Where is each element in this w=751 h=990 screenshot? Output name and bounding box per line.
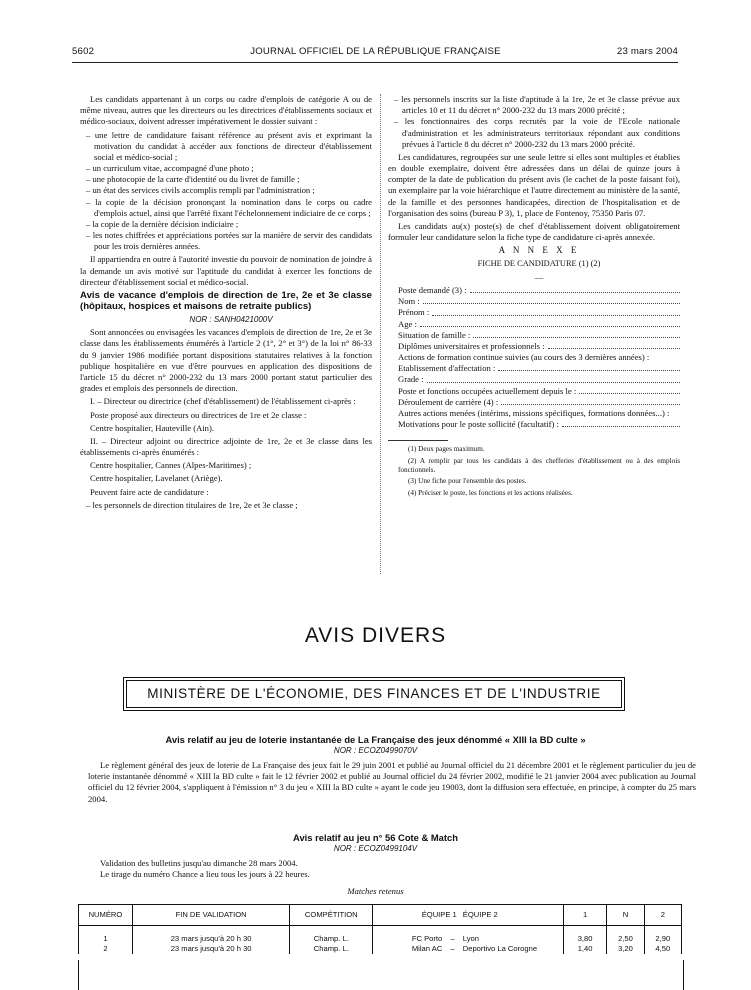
cell-fin: 23 mars jusqu'à 20 h 30 — [132, 926, 289, 945]
footnote: (4) Préciser le poste, les fonctions et les actions réalisées. — [408, 488, 573, 497]
document-list — [80, 130, 372, 253]
table-row — [79, 926, 682, 945]
list-item: – les fonctionnaires des corps recrutés par la voie de l'Ecole nationale d'administration et les administrateurs territoriaux répondant aux conditions prévues à l'article 8 du décret n° 2000-232 du 13 mars 2000 précité. — [388, 116, 680, 150]
cell-competition: Champ. L. — [290, 926, 373, 945]
paragraph: I. – Directeur ou directrice (chef d'établissement) de l'établissement ci-après : — [90, 396, 356, 407]
form-field-age — [388, 319, 680, 330]
form-label: Etablissement d'affectation : — [398, 363, 496, 374]
avis2-line: Le tirage du numéro Chance a lieu tous les jours à 22 heures. — [100, 869, 310, 879]
list-item: – les personnels inscrits sur la liste d'aptitude à la 1re, 2e et 3e classe prévue aux articles 10 et 11 du décret n° 2000-232 du 13 mars 2000 précité ; — [388, 94, 680, 116]
form-field-etablissement — [388, 363, 680, 374]
table-header-row — [79, 905, 682, 926]
dotted-fill — [432, 307, 680, 315]
form-field-poste-actuel — [388, 386, 680, 397]
col-header-1: 1 — [563, 905, 607, 926]
col-header-competition: COMPÉTITION — [290, 905, 373, 926]
dotted-fill — [501, 397, 680, 405]
avis1-title: Avis relatif au jeu de loterie instantanée de La Française des jeux dénommé « XIII la BD culte » — [165, 734, 586, 745]
table-continuation — [78, 960, 684, 990]
cell-fin: 23 mars jusqu'à 20 h 30 — [132, 944, 289, 954]
title-dash: — — [534, 271, 544, 282]
col-header-equipe2: ÉQUIPE 2 — [460, 905, 564, 926]
candidates-list — [80, 500, 372, 511]
form-label: Nom : — [398, 296, 420, 307]
footnote-rule — [388, 440, 448, 441]
avis2-title: Avis relatif au jeu n° 56 Cote & Match — [293, 832, 458, 843]
page-number: 5602 — [72, 46, 95, 57]
form-label: Diplômes universitaires et professionnels : — [398, 340, 545, 351]
nor-reference: NOR : SANH0421000V — [189, 314, 273, 324]
cell-cote-2: 4,50 — [644, 944, 681, 954]
paragraph: II. – Directeur adjoint ou directrice adjointe de 1re, 2e et 3e classe dans les établissements ci-après énumérés : — [80, 435, 372, 458]
dotted-fill — [427, 374, 680, 382]
form-field-grade — [388, 374, 680, 385]
cell-cote-2: 2,90 — [644, 926, 681, 945]
footnote: (2) A remplir par tous les candidats à des chefferies d'établissement ou à des emplois fonctionnels. — [398, 456, 680, 474]
list-item: – la copie de la dernière décision indiciaire ; — [80, 219, 372, 230]
form-field-motivations — [388, 419, 680, 430]
col-header-numero: NUMÉRO — [79, 905, 133, 926]
paragraph: Centre hospitalier, Hauteville (Ain). — [90, 422, 214, 433]
paragraph: Poste proposé aux directeurs ou directrices de 1re et 2e classe : — [90, 409, 307, 420]
avis-divers-heading: AVIS DIVERS — [304, 624, 447, 647]
issue-date: 23 mars 2004 — [616, 46, 678, 57]
form-label: Grade : — [398, 374, 424, 385]
table-caption: Matches retenus — [347, 886, 404, 896]
list-item: – une photocopie de la carte d'identité ou du livret de famille ; — [80, 174, 372, 185]
column-separator — [380, 94, 381, 574]
col-header-equipe1: ÉQUIPE 1 — [373, 905, 460, 926]
form-label: Motivations pour le poste sollicité (facultatif) : — [398, 419, 559, 430]
cell-competition: Champ. L. — [290, 944, 373, 954]
form-field-prenom — [388, 307, 680, 318]
list-item: – les notes chiffrées et appréciations portées sur la manière de servir des candidats pour les trois dernières années. — [80, 230, 372, 252]
section-title: Avis de vacance d'emplois de direction de 1re, 2e et 3e classe (hôpitaux, hospices et maisons de retraite publics) — [80, 289, 372, 313]
list-item: – un curriculum vitae, accompagné d'une photo ; — [80, 163, 372, 174]
cell-numero: 2 — [79, 944, 133, 954]
paragraph: Il appartiendra en outre à l'autorité investie du pouvoir de nomination de joindre à la demande un avis motivé sur l'aptitude du candidat à exercer les fonctions de directeur d'établissement social et médico-social. — [80, 254, 372, 287]
paragraph: Peuvent faire acte de candidature : — [90, 486, 209, 497]
dotted-fill — [420, 319, 680, 327]
cell-separator: – — [450, 944, 455, 953]
avis1-body: Le règlement général des jeux de loterie de La Française des jeux fait le 29 juin 2001 et publié au Journal officiel du 21 décembre 2001 et le règlement particulier du jeu de loterie instantanée dénommé « XIII la BD culte » fait le 12 février 2002 et publié au Journal officiel du 24 février 2002, modifié le 21 janvier 2004 avec publication au Journal officiel du 12 février 2004, s'appliquent à l'émission n° 3 du jeu « XIII la BD culte » ayant le code jeu 19003, dont la diffusion sera effectuée, en principe, à compter du 25 mars 2004. — [88, 760, 696, 804]
col-header-n: N — [607, 905, 644, 926]
form-field-carriere — [388, 397, 680, 408]
cell-equipe2: Deportivo La Corogne — [460, 944, 564, 954]
header-rule — [72, 62, 678, 63]
candidates-list-continued — [388, 94, 680, 150]
form-field-poste — [388, 285, 680, 296]
form-title: FICHE DE CANDIDATURE (1) (2) — [477, 258, 601, 268]
form-label: Prénom : — [398, 307, 430, 318]
cell-cote-n: 2,50 — [607, 926, 644, 945]
left-column — [80, 94, 372, 513]
list-item: – une lettre de candidature faisant référence au présent avis et exprimant la motivation du candidat à accéder aux fonctions de directeur d'établissement social et médico-social ; — [80, 130, 372, 164]
dotted-fill — [473, 330, 680, 338]
list-item: – les personnels de direction titulaires de 1re, 2e et 3e classe ; — [80, 500, 372, 511]
list-item: – la copie de la décision prononçant la nomination dans le corps ou cadre d'emplois actuel, ainsi que l'arrêté fixant l'échelonnement indiciaire de ce corps ; — [80, 197, 372, 219]
form-label: Poste demandé (3) : — [398, 285, 467, 296]
form-field-situation — [388, 330, 680, 341]
dotted-fill — [579, 386, 680, 394]
avis2-line: Validation des bulletins jusqu'au dimanche 28 mars 2004. — [100, 858, 298, 868]
footnote: (3) Une fiche pour l'ensemble des postes. — [408, 477, 527, 486]
form-field-diplomes — [388, 341, 680, 352]
form-label: Déroulement de carrière (4) : — [398, 396, 499, 407]
annexe-title: A N N E X E — [498, 245, 580, 256]
cell-numero: 1 — [79, 926, 133, 945]
avis2-nor: NOR : ECOZ0499104V — [333, 844, 418, 853]
intro-paragraph: Les candidats appartenant à un corps ou cadre d'emplois de catégorie A ou de même niveau, autres que les directeurs ou les directrices d'établissements sociaux et médico-sociaux, doivent adresser impérativement le dossier suivant : — [80, 94, 372, 127]
footnote: (1) Deux pages maximum. — [408, 445, 485, 454]
matches-table — [78, 904, 682, 954]
journal-title: JOURNAL OFFICIEL DE LA RÉPUBLIQUE FRANÇAISE — [250, 46, 501, 57]
form-field-autres-actions: Autres actions menées (intérims, missions spécifiques, formations données...) : — [398, 407, 670, 418]
right-column — [388, 94, 680, 500]
col-header-2: 2 — [644, 905, 681, 926]
cell-cote-1: 1,40 — [563, 944, 607, 954]
form-field-nom — [388, 296, 680, 307]
avis1-nor: NOR : ECOZ0499070V — [333, 746, 418, 755]
cell-equipe1: FC Porto — [373, 926, 446, 945]
cell-cote-1: 3,80 — [563, 926, 607, 945]
form-label: Situation de famille : — [398, 329, 471, 340]
dotted-fill — [470, 285, 681, 293]
paragraph: Sont annoncées ou envisagées les vacances d'emplois de direction de 1re, 2e et 3e classe dans les établissements énumérés à l'article 2 (1°, 2° et 3°) de la loi n° 86-33 du 9 janvier 1986 modifiée portant dispositions statutaires relatives à la fonction publique hospitalière en vue d'être pourvues en application des dispositions de l'article 15 du décret n° 2000-232 du 13 mars 2000 portant statut particulier des grades et emplois des personnels de direction. — [80, 327, 372, 394]
table-row — [79, 944, 682, 954]
paragraph: Centre hospitalier, Lavelanet (Ariège). — [90, 473, 223, 484]
dotted-fill — [498, 363, 680, 371]
col-header-fin-validation: FIN DE VALIDATION — [132, 905, 289, 926]
ministry-box: MINISTÈRE DE L'ÉCONOMIE, DES FINANCES ET DE L'INDUSTRIE — [126, 680, 622, 708]
paragraph: Les candidatures, regroupées sur une seule lettre si elles sont multiples et établies en double exemplaire, doivent être adressées dans un délai de quinze jours à compter de la date de publication du présent avis (le cachet de la poste faisant foi), un exemplaire par la voie hiérarchique et l'autre directement au ministère de la santé, de la famille et des personnes handicapées, direction de l'hospitalisation et de l'organisation des soins (bureau P 3), 1, place de Fontenoy, 75350 Paris 07. — [388, 151, 680, 218]
form-label: Age : — [398, 318, 417, 329]
paragraph: Centre hospitalier, Cannes (Alpes-Maritimes) ; — [90, 460, 252, 471]
dotted-fill — [562, 419, 680, 427]
cell-cote-n: 3,20 — [607, 944, 644, 954]
dotted-fill — [548, 341, 680, 349]
cell-equipe1: Milan AC — [373, 944, 446, 954]
form-field-formation: Actions de formation continue suivies (au cours des 3 dernières années) : — [398, 352, 650, 363]
cell-equipe2: Lyon — [460, 926, 564, 945]
paragraph: Les candidats au(x) poste(s) de chef d'établissement doivent obligatoirement formuler leur candidature selon la fiche type de candidature ci-après annexée. — [388, 220, 680, 243]
cell-separator: – — [450, 934, 455, 943]
dotted-fill — [423, 296, 680, 304]
list-item: – un état des services civils accomplis rempli par l'administration ; — [80, 185, 372, 196]
form-label: Poste et fonctions occupées actuellement depuis le : — [398, 385, 577, 396]
